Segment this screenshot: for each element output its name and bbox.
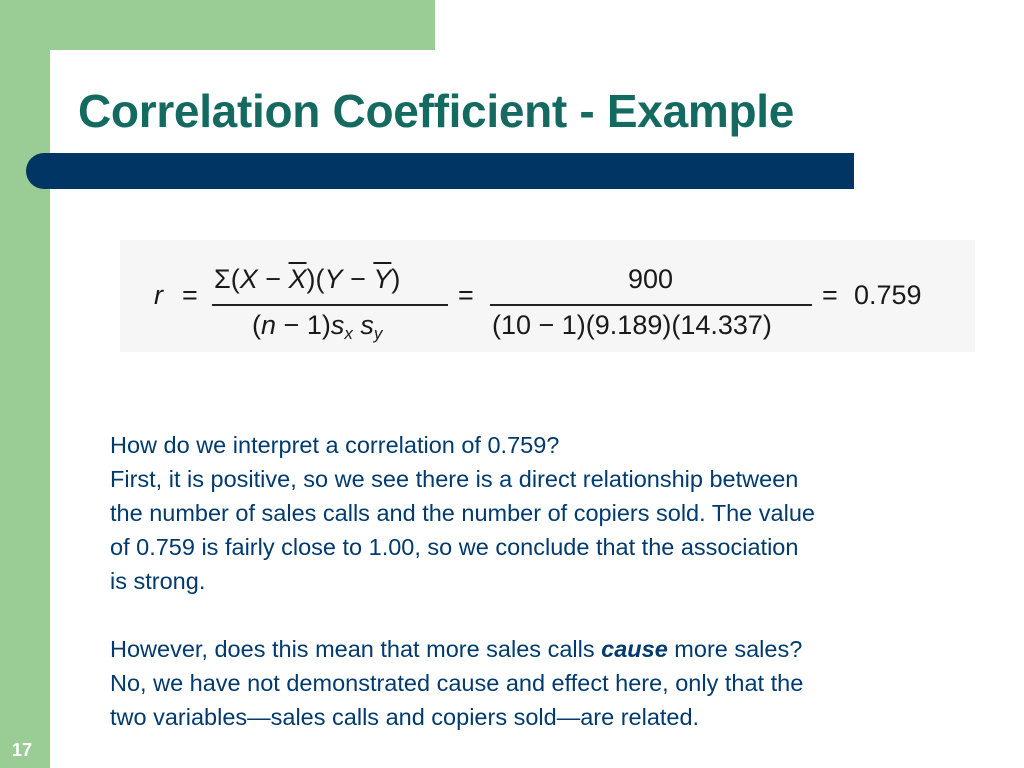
decorative-green-sidebar: [0, 0, 50, 768]
var-s: s: [360, 310, 374, 340]
text-line: two variables—sales calls and copiers sold—are related.: [110, 704, 700, 730]
var-y: Y: [324, 264, 343, 294]
slide-title: Correlation Coefficient - Example: [78, 85, 795, 137]
formula-denominator-2: (10 − 1)(9.189)(14.337): [492, 310, 772, 340]
formula-numerator-2: 900: [628, 264, 674, 294]
paren: ): [391, 264, 401, 294]
formula-equals-1: =: [182, 280, 198, 310]
minus: −: [265, 264, 282, 294]
formula-equals-3: =: [822, 280, 838, 310]
text-segment: more sales?: [667, 636, 803, 662]
sigma-symbol: Σ: [214, 264, 231, 294]
text-line: [110, 632, 990, 666]
formula-equals-2: =: [458, 280, 474, 310]
explanation-text: [110, 428, 990, 734]
text-line: How do we interpret a correlation of 0.759?: [110, 432, 560, 458]
title-underline-bar: [26, 153, 854, 189]
var-x-bar: $\overline{X}$: [288, 264, 307, 294]
emphasis-cause: cause: [601, 636, 668, 662]
formula-numerator-1: [214, 264, 400, 295]
formula-image: [120, 240, 975, 352]
paragraph-gap: [110, 598, 990, 632]
var-n: n: [261, 310, 277, 340]
fraction-line-1: [212, 304, 448, 306]
text-line: First, it is positive, so we see there is a direct relationship between: [110, 466, 799, 492]
paren: )(: [306, 264, 325, 294]
formula-result: 0.759: [854, 280, 922, 310]
correlation-formula: [120, 240, 975, 352]
formula-denominator-1: [252, 310, 382, 344]
var-s: s: [330, 310, 345, 340]
formula-r: r: [154, 280, 163, 310]
text-segment: However, does this mean that more sales calls: [110, 636, 602, 662]
subscript-y: y: [373, 324, 383, 343]
minus-one: − 1): [283, 310, 331, 340]
paren: (: [252, 310, 261, 340]
minus: −: [350, 264, 366, 294]
text-line: of 0.759 is fairly close to 1.00, so we conclude that the association: [110, 534, 799, 560]
text-line: the number of sales calls and the number of copiers sold. The value: [110, 500, 815, 526]
slide-number: 17: [12, 740, 33, 760]
paren: (: [230, 264, 240, 294]
text-line: is strong.: [110, 568, 206, 594]
var-y-bar: $\overline{Y}$: [373, 264, 392, 294]
text-line: No, we have not demonstrated cause and effect here, only that the: [110, 670, 804, 696]
fraction-line-2: [490, 304, 812, 306]
decorative-green-topbar: [0, 0, 435, 50]
subscript-x: x: [344, 324, 353, 343]
var-x: X: [239, 264, 258, 294]
